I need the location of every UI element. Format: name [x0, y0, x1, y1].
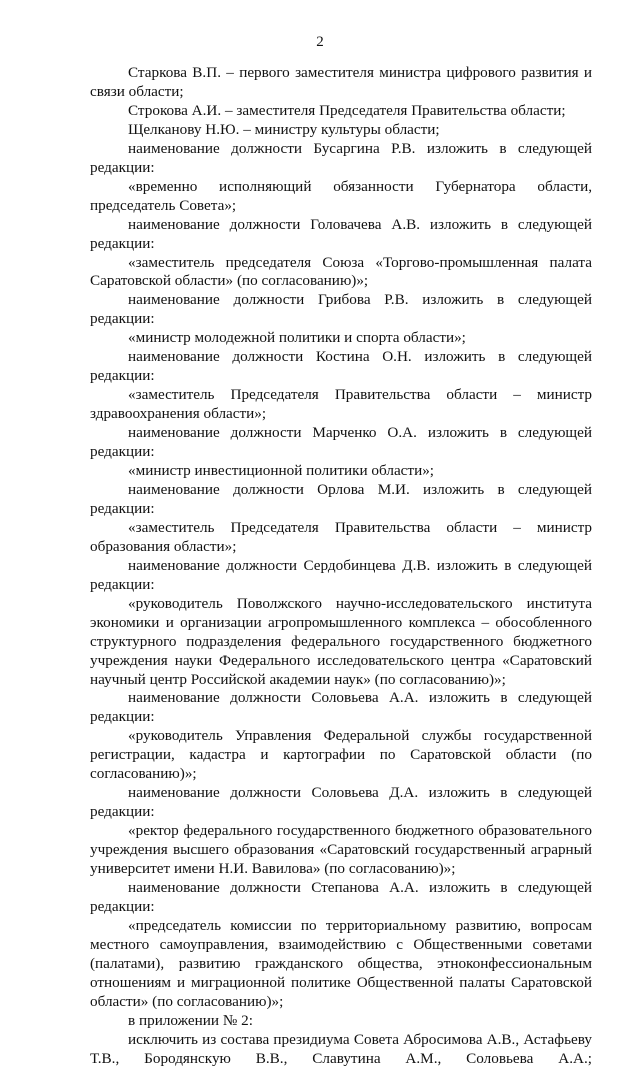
paragraph: наименование должности Головачева А.В. изложить в следующей редакции: [90, 215, 592, 252]
page-number: 2 [316, 34, 324, 50]
paragraph: «временно исполняющий обязанности Губернатора области, председатель Совета»; [90, 177, 592, 214]
paragraph: наименование должности Бусаргина Р.В. изложить в следующей редакции: [90, 139, 592, 176]
paragraph: «руководитель Поволжского научно-исследовательского института экономики и организации агропромышленного комплекса – обособленного структурного подразделения федерального государственного бюджетного учреждения науки Федерального исследовательского центра «Саратовский научный центр Российской академии наук» (по согласованию)»; [90, 594, 592, 688]
paragraph: «заместитель Председателя Правительства области – министр образования области»; [90, 518, 592, 555]
paragraph: Старкова В.П. – первого заместителя министра цифрового развития и связи области; [90, 64, 592, 100]
paragraph: наименование должности Орлова М.И. изложить в следующей редакции: [90, 480, 592, 517]
paragraph: наименование должности Сердобинцева Д.В. изложить в следующей редакции: [90, 556, 592, 593]
document-body [90, 64, 592, 1069]
paragraph: «министр инвестиционной политики области»; [128, 462, 435, 480]
paragraph: «ректор федерального государственного бюджетного образовательного учреждения высшего образования «Саратовский государственный аграрный университет имени Н.И. Вавилова» (по согласованию)»; [90, 822, 592, 878]
paragraph: «заместитель председателя Союза «Торгово-промышленная палата Саратовской области» (по согласованию)»; [90, 253, 592, 290]
paragraph: «руководитель Управления Федеральной службы государственной регистрации, кадастра и картографии по Саратовской области (по согласованию)»; [90, 727, 592, 783]
paragraph: Строкова А.И. – заместителя Председателя Правительства области; [128, 101, 566, 119]
paragraph: Щелканову Н.Ю. – министру культуры области; [128, 120, 440, 138]
paragraph: наименование должности Грибова Р.В. изложить в следующей редакции: [90, 291, 592, 328]
paragraph: «заместитель Председателя Правительства области – министр здравоохранения области»; [90, 386, 592, 423]
paragraph: в приложении № 2: [128, 1011, 253, 1029]
paragraph: «министр молодежной политики и спорта области»; [128, 329, 466, 347]
paragraph: наименование должности Соловьева А.А. изложить в следующей редакции: [90, 689, 592, 726]
paragraph: наименование должности Марченко О.А. изложить в следующей редакции: [90, 424, 592, 461]
paragraph: наименование должности Степанова А.А. изложить в следующей редакции: [90, 878, 592, 915]
paragraph: исключить из состава президиума Совета Абросимова А.В., Астафьеву Т.В., Бородянскую В.В., Славутина А.М., Соловьева А.А.; [90, 1030, 592, 1067]
paragraph: наименование должности Костина О.Н. изложить в следующей редакции: [90, 348, 592, 385]
paragraph: наименование должности Соловьева Д.А. изложить в следующей редакции: [90, 784, 592, 821]
paragraph: «председатель комиссии по территориальному развитию, вопросам местного самоуправления, взаимодействию с Общественными советами (палатами), развитию гражданского общества, этноконфессиональным отношениям и миграционной политике Общественной палаты Саратовской области» (по согласованию)»; [90, 916, 592, 1010]
